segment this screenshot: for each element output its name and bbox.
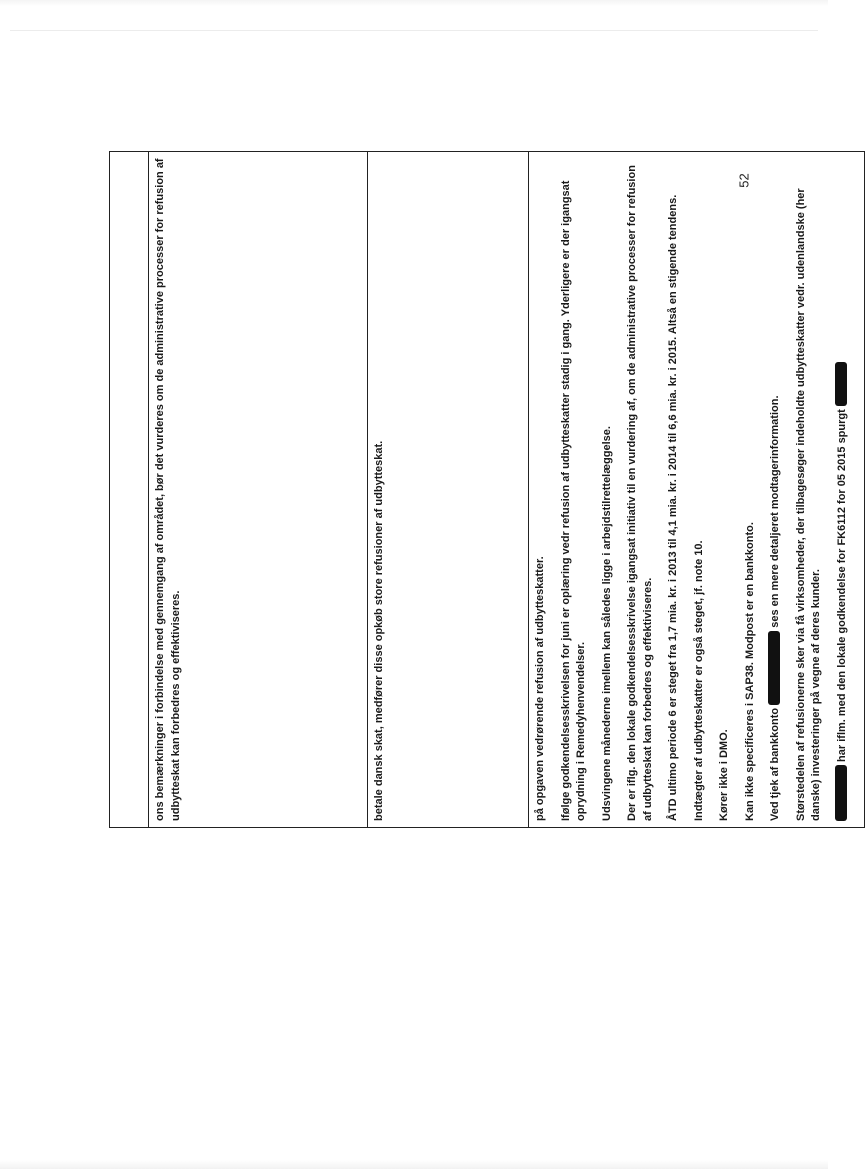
findings-text: Ved tjek af bankkonto xyxy=(769,707,781,821)
findings-paragraph: ÅTD ultimo periode 6 er steget fra 1,7 mia. kr. i 2013 til 4,1 mia. kr. i 2014 til 6,6 mia. kr. i 2015. Altså en stigende tendens. xyxy=(667,194,679,821)
findings-paragraph: Størstedelen af refusionerne sker via få virksomheder, der tilbagesøger indeholdte udbytteskatter vedr. udenlandske (her danske) investeringer på vegne af deres kunder. xyxy=(794,188,822,821)
table-row xyxy=(368,152,529,828)
findings-paragraph xyxy=(835,158,851,821)
rotated-table-container xyxy=(109,151,848,828)
page-number: 52 xyxy=(736,173,752,188)
findings-paragraph: Der er iflg. den lokale godkendelsesskrivelse igangsat initiativ til en vurdering af, om de administrative processer for refusion af udbytteskat kan forbedres og effektiviseres. xyxy=(626,165,654,821)
findings-paragraph: Indtægter af udbytteskatter er også steget, jf. note 10. xyxy=(692,540,705,821)
remarks-text: ons bemærkninger i forbindelse med gennemgang af området, bør det vurderes om de administrative processer for refusion af udbytteskat kan forbedres og effektiviseres. xyxy=(154,158,182,821)
table-cell-description xyxy=(368,152,529,828)
table-row xyxy=(149,152,368,828)
description-text: betale dansk skat, medfører disse opkøb store refusioner af udbytteskat. xyxy=(373,440,385,821)
redaction-bar xyxy=(835,362,847,406)
table-cell-empty xyxy=(110,152,149,828)
redaction-bar xyxy=(768,631,780,705)
table-row xyxy=(110,152,149,828)
findings-paragraph: Kører ikke i DMO. xyxy=(718,729,730,821)
scan-edge-line xyxy=(10,30,818,31)
findings-text: ses en mere detaljeret modtagerinformation. xyxy=(769,395,781,628)
findings-paragraph: Udsvingene månederne imellem kan således ligge i arbejdstilrettelæggelse. xyxy=(600,426,613,821)
audit-table xyxy=(109,151,865,828)
table-cell-findings xyxy=(529,152,865,828)
table-cell-remarks xyxy=(149,152,368,828)
findings-paragraph: Ifølge godkendelsesskrivelsen for juni er oplæring vedr refusion af udbytteskatter stadig i gang. Yderligere er der igangsat oprydning i Remedyhenvendelser. xyxy=(559,180,587,821)
redaction-bar xyxy=(835,765,847,821)
findings-paragraph: Kan ikke specificeres i SAP38. Modpost er en bankkonto. xyxy=(743,522,756,821)
findings-text: har iflm. med den lokale godkendelse for FK6112 for 05 2015 spurgt xyxy=(835,409,848,762)
findings-paragraph: på opgaven vedrørende refusion af udbytteskatter. xyxy=(534,556,546,821)
table-row xyxy=(529,152,865,828)
findings-paragraph xyxy=(768,158,784,821)
